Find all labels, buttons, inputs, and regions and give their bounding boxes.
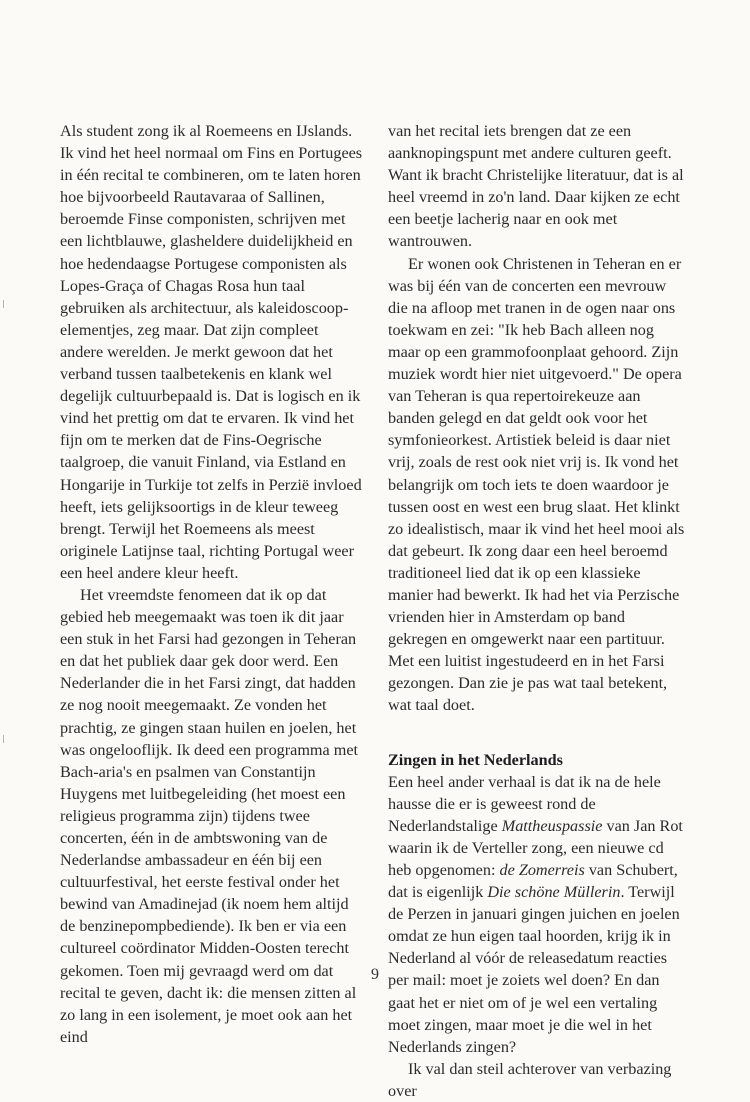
work-title-zomerreis: de Zomerreis: [499, 861, 585, 879]
text-segment: Een heel ander verhaal is dat ik na de hele hausse die er is geweest rond de Nederlandstalige: [388, 772, 661, 835]
paragraph-teheran: Het vreemdste fenomeen dat ik op dat gebied heb meegemaakt was toen ik dit jaar een stuk in het Farsi had gezongen in Teheran en dat het publiek daar gek door werd. Een Nederlander die in het Farsi zingt, dat hadden ze nog nooit meegemaakt. Ze vonden het prachtig, ze gingen staan huilen en joelen, het was ongelooflijk. Ik deed een programma met Bach-aria's en psalmen van Constantijn Huygens met luitbegeleiding (het moest een religieus programma zijn) tijdens twee concerten, één in de ambtswoning van de Nederlandse ambassadeur en één bij een cultuurfestival, het eerste festival onder het bewind van Amadinejad (ik noem hem altijd de benzinepompbediende). Ik ben er via een cultureel coördinator Midden-Oosten terecht gekomen. Toen mij gevraagd werd om dat recital te geven, dacht ik: die mensen zitten al zo lang in een isolement, je moet ook aan het eind: [60, 585, 359, 1046]
text-segment: van Jan Rot waarin ik de Verteller zong, een nieuwe cd heb opgenomen:: [388, 816, 683, 879]
paragraph-recital-continued: van het recital iets brengen dat ze een aanknopingspunt met andere culturen geeft. Want ik bracht Christelijke literatuur, dat is al heel vreemd in zo'n land. Daar kijken ze echt een beetje lacherig naar en ook met wantrouwen.: [388, 122, 684, 251]
section-heading: Zingen in het Nederlands: [388, 750, 563, 769]
paragraph-christians: Er wonen ook Christenen in Teheran en er was bij één van de concerten een mevrouw die na afloop met tranen in de ogen naar ons toekwam en zei: "Ik heb Bach alleen nog maar op een grammofoonplaat gehoord. Zijn muziek wordt hier niet uitgevoerd." De opera van Teheran is qua repertoirekeuze aan banden gelegd en dat geldt ook voor het symfonieorkest. Artistiek beleid is daar niet vrij, zoals de rest ook niet vrij is. Ik vond het belangrijk om toch iets te doen waardoor je tussen oost en west een brug slaat. Het klinkt zo idealistisch, maar ik vind het heel mooi als dat gebeurt. Ik zong daar een heel beroemd traditioneel lied dat ik op een klassieke manier had bewerkt. Ik had het via Perzische vrienden hier in Amsterdam op band gekregen en omgewerkt naar een partituur. Met een luitist ingestudeerd en in het Farsi gezongen. Dan zie je pas wat taal betekent, wat taal doet.: [388, 254, 685, 715]
page-number: 9: [371, 966, 379, 983]
scan-edge-mark: [3, 300, 4, 308]
right-column: [388, 120, 688, 1102]
left-column: [60, 120, 365, 1048]
work-title-muellerin: Die schöne Müllerin: [487, 883, 621, 902]
paragraph-astonishment: Ik val dan steil achterover van verbazing over: [388, 1059, 672, 1100]
paragraph-languages: Als student zong ik al Roemeens en IJslands. Ik vind het heel normaal om Fins en Portugees in één recital te combineren, om te laten horen hoe bijvoorbeeld Rautavaraa of Sallinen, beroemde Finse componisten, schrijven met een lichtblauwe, glasheldere duidelijkheid en hoe hedendaagse Portugese componisten als Lopes-Graça of Chagas Rosa hun taal gebruiken als architectuur, als kaleidoscoop-elementjes, zeg maar. Dat zijn compleet andere werelden. Je merkt gewoon dat het verband tussen taalbetekenis en klank wel degelijk cultuurbepaald is. Dat is logisch en ik vind het prettig om dat te ervaren. Ik vind het fijn om te merken dat de Fins-Oegrische taalgroep, die vanuit Finland, via Estland en Hongarije in Turkije tot zelfs in Perzië invloed heeft, iets gelijksoortigs in de kleur teweeg brengt. Terwijl het Roemeens als meest originele Latijnse taal, richting Portugal weer een heel andere kleur heeft.: [60, 122, 363, 582]
paragraph-dutch-singing: [388, 771, 688, 1058]
work-title-mattheuspassie: Mattheuspassie: [501, 816, 603, 835]
text-segment: . Terwijl de Perzen in januari gingen juichen en joelen omdat ze hun eigen taal hoorden, krijg ik in Nederland al vóór de releasedatum reacties per mail: moet je zoiets wel doen? En dan gaat het er niet om of je wel een vertaling moet zingen, maar moet je die wel in het Nederlands zingen?: [388, 883, 680, 1056]
text-segment: van Schubert, dat is eigenlijk: [388, 861, 678, 902]
scan-edge-mark: [3, 735, 4, 743]
